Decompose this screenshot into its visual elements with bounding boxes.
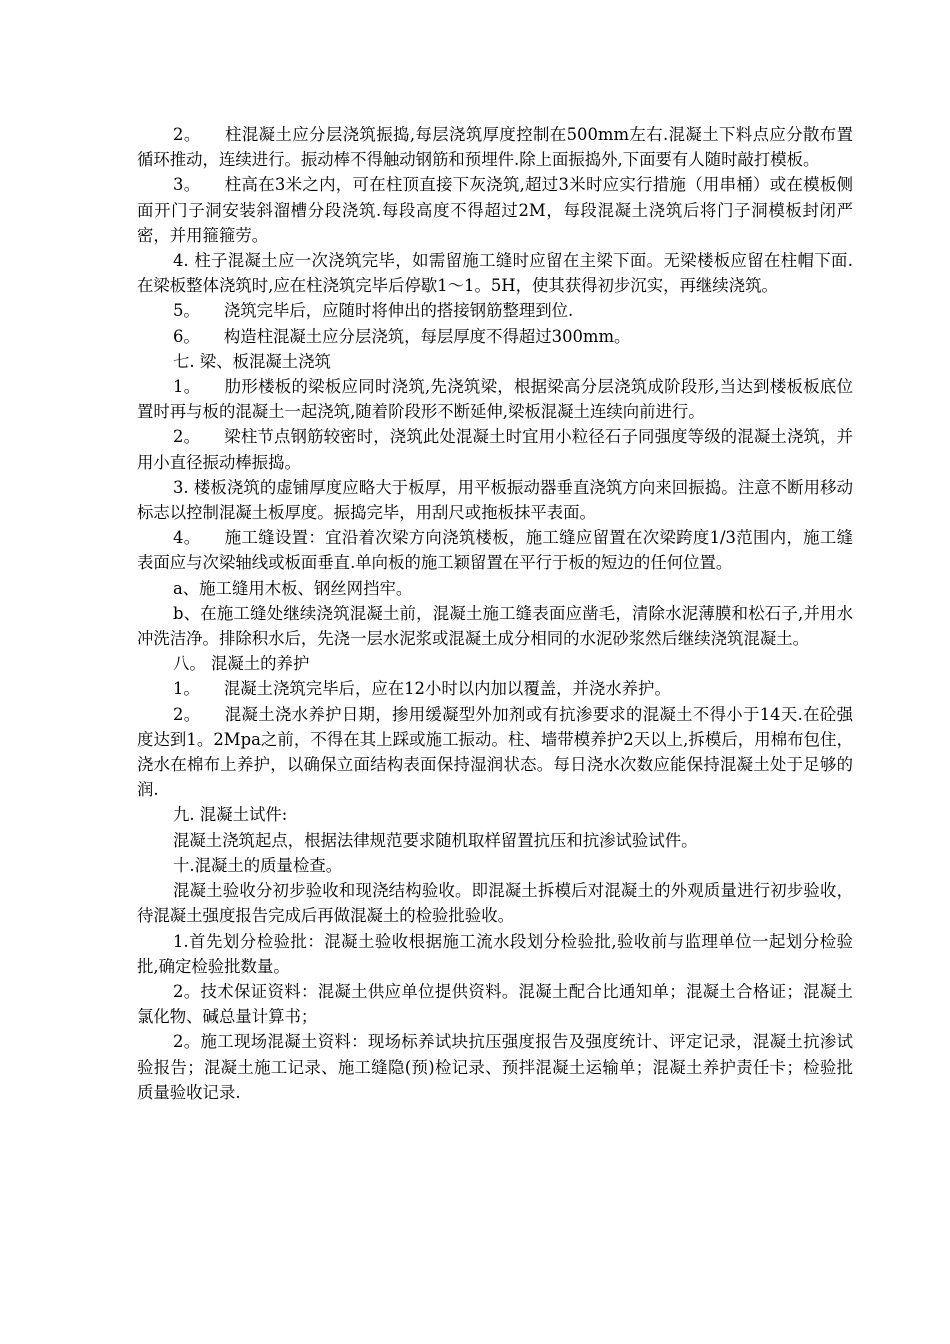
item-number: 4。 — [173, 528, 201, 548]
paragraph — [137, 122, 853, 172]
heading-text: 七. 梁、板混凝土浇筑 — [173, 351, 331, 371]
paragraph — [137, 324, 853, 349]
item-number: 2。 — [173, 427, 201, 447]
item-number: 1。 — [173, 679, 200, 699]
paragraph — [137, 676, 853, 701]
paragraph-text: 梁柱节点钢筋较密时，浇筑此处混凝土时宜用小粒径石子同强度等级的混凝土浇筑，并用小直径振动棒振捣。 — [137, 427, 853, 472]
item-number: 5。 — [173, 301, 200, 321]
paragraph — [137, 702, 853, 803]
paragraph — [137, 424, 853, 474]
item-number: 6。 — [173, 326, 200, 346]
paragraph — [137, 475, 853, 525]
paragraph-text: 肋形楼板的梁板应同时浇筑,先浇筑梁，根据梁高分层浇筑成阶段形,当达到楼板板底位置时再与板的混凝土一起浇筑,随着阶段形不断延伸,梁板混凝土连续向前进行。 — [137, 377, 853, 422]
paragraph-text: 混凝土浇筑起点，根据法律规范要求随机取样留置抗压和抗渗试验试件。 — [173, 830, 698, 850]
heading-text: 九. 混凝土试件: — [173, 805, 288, 825]
paragraph — [137, 248, 853, 298]
paragraph — [137, 298, 853, 323]
paragraph-text: 2。技术保证资料：混凝土供应单位提供资料。混凝土配合比通知单；混凝土合格证；混凝土氯化物、碱总量计算书； — [137, 981, 853, 1027]
item-number: 2。 — [173, 125, 201, 144]
paragraph-text: 4. 柱子混凝土应一次浇筑完毕，如需留施工缝时应留在主梁下面。无梁楼板应留在柱帽下面.在梁板整体浇筑时,应在柱浇筑完毕后停歇1～1。5H，使其获得初步沉实，再继续浇筑。 — [137, 251, 853, 296]
paragraph-text: 混凝土验收分初步验收和现浇结构验收。即混凝土拆模后对混凝土的外观质量进行初步验收，待混凝土强度报告完成后再做混凝土的检验批验收。 — [137, 881, 853, 926]
paragraph-text: 浇筑完毕后，应随时将伸出的搭接钢筋整理到位. — [223, 301, 574, 321]
paragraph — [137, 374, 853, 424]
section-heading — [137, 651, 853, 676]
section-heading — [137, 349, 853, 374]
paragraph-text: 2。施工现场混凝土资料：现场标养试块抗压强度报告及强度统计、评定记录，混凝土抗渗试验报告；混凝土施工记录、施工缝隐(预)检记录、预拌混凝土运输单；混凝土养护责任卡；检验批质量验收记录. — [137, 1032, 853, 1102]
paragraph — [137, 601, 853, 651]
paragraph — [137, 172, 853, 248]
paragraph-text: 构造柱混凝土应分层浇筑，每层厚度不得超过300mm。 — [223, 326, 631, 346]
paragraph — [137, 1029, 853, 1105]
document-body — [137, 122, 853, 1105]
section-heading — [137, 802, 853, 827]
paragraph-text: a、施工缝用木板、钢丝网挡牢。 — [173, 578, 413, 598]
paragraph — [137, 576, 853, 601]
paragraph — [137, 828, 853, 853]
item-number: 1。 — [173, 377, 201, 397]
paragraph-text: 1.首先划分检验批：混凝土验收根据施工流水段划分检验批,验收前与监理单位一起划分检验批,确定检验批数量。 — [137, 931, 853, 976]
item-number: 2。 — [173, 704, 201, 724]
paragraph-text: 柱高在3米之内，可在柱顶直接下灰浇筑,超过3米时应实行措施（用串桶）或在模板侧面开门子洞安装斜溜槽分段浇筑.每段高度不得超过2M，每段混凝土浇筑后将门子洞模板封闭严密，并用箍箍劳。 — [137, 175, 853, 245]
item-number: 3。 — [173, 175, 201, 195]
section-heading — [137, 853, 853, 878]
paragraph-text: 3. 楼板浇筑的虚铺厚度应略大于板厚，用平板振动器垂直浇筑方向来回振捣。注意不断用移动标志以控制混凝土板厚度。振捣完毕，用刮尺或拖板抹平表面。 — [137, 477, 853, 523]
paragraph — [137, 525, 853, 575]
paragraph — [137, 929, 853, 979]
paragraph-text: b、在施工缝处继续浇筑混凝土前，混凝土施工缝表面应凿毛，清除水泥薄膜和松石子,并用水冲洗洁净。排除积水后，先浇一层水泥浆或混凝土成分相同的水泥砂浆然后继续浇筑混凝土。 — [137, 603, 853, 649]
heading-text: 八。 混凝土的养护 — [173, 654, 310, 674]
paragraph — [137, 979, 853, 1029]
heading-text: 十.混凝土的质量检查。 — [173, 855, 343, 875]
paragraph-text: 施工缝设置：宜沿着次梁方向浇筑楼板，施工缝应留置在次梁跨度1/3范围内，施工缝表面应与次梁轴线或板面垂直.单向板的施工颖留置在平行于板的短边的任何位置。 — [137, 528, 853, 573]
paragraph-text: 混凝土浇水养护日期，掺用缓凝型外加剂或有抗渗要求的混凝土不得小于14天.在砼强度达到1。2Mpa之前，不得在其上踩或施工振动。柱、墙带模养护2天以上,拆模后，用棉布包住，浇水在棉布上养护，以确保立面结构表面保持湿润状态。每日浇水次数应能保持混凝土处于足够的润. — [137, 704, 853, 800]
paragraph-text: 混凝土浇筑完毕后，应在12小时以内加以覆盖，并浇水养护。 — [223, 679, 671, 699]
paragraph — [137, 878, 853, 928]
paragraph-text: 柱混凝土应分层浇筑振捣,每层浇筑厚度控制在500mm左右.混凝土下料点应分散布置循环推动，连续进行。振动棒不得触动钢筋和预埋件.除上面振捣外,下面要有人随时敲打模板。 — [137, 125, 853, 170]
